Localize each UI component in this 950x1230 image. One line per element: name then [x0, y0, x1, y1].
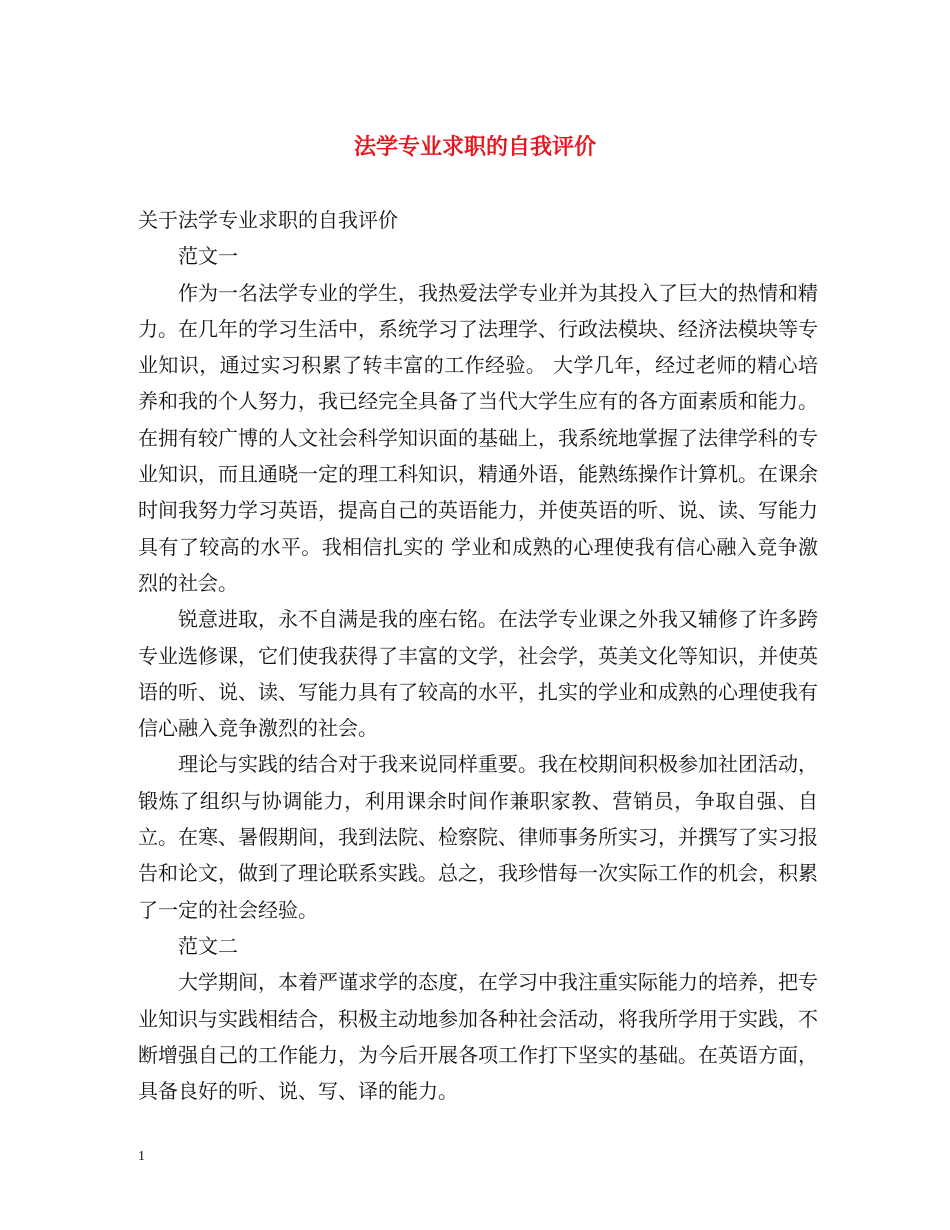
document-body — [138, 202, 818, 1109]
subtitle-paragraph: 关于法学专业求职的自我评价 — [138, 208, 398, 232]
document-title: 法学专业求职的自我评价 — [353, 135, 596, 160]
body-paragraph: 理论与实践的结合对于我来说同样重要。我在校期间积极参加社团活动，锻炼了组织与协调能力，利用课余时间作兼职家教、营销员，争取自强、自立。在寒、暑假期间，我到法院、检察院、律师事务所实习，并撰写了实习报告和论文，做到了理论联系实践。总之，我珍惜每一次实际工作的机会，积累了一定的社会经验。 — [138, 752, 818, 922]
body-paragraph: 大学期间，本着严谨求学的态度，在学习中我注重实际能力的培养，把专业知识与实践相结合，积极主动地参加各种社会活动，将我所学用于实践，不断增强自己的工作能力，为今后开展各项工作打下坚实的基础。在英语方面，具备良好的听、说、写、译的能力。 — [138, 970, 818, 1104]
page-number: 1 — [138, 1149, 145, 1164]
body-paragraph: 作为一名法学专业的学生，我热爱法学专业并为其投入了巨大的热情和精力。在几年的学习生活中，系统学习了法理学、行政法模块、经济法模块等专业知识，通过实习积累了转丰富的工作经验。 大学几年，经过老师的精心培养和我的个人努力，我已经完全具备了当代大学生应有的各方面素质和能力。在拥有较广博的人文社会科学知识面的基础上，我系统地掌握了法律学科的专业知识，而且通晓一定的理工科知识，精通外语，能熟练操作计算机。在课余时间我努力学习英语，提高自己的英语能力，并使英语的听、说、读、写能力具有了较高的水平。我相信扎实的 学业和成熟的心理使我有信心融入竞争激烈的社会。 — [138, 280, 818, 595]
section-heading-sample-two: 范文二 — [178, 933, 238, 958]
body-paragraph: 锐意进取，永不自满是我的座右铭。在法学专业课之外我又辅修了许多跨专业选修课，它们使我获得了丰富的文学，社会学，英美文化等知识，并使英语的听、说、读、写能力具有了较高的水平，扎实的学业和成熟的心理使我有信心融入竞争激烈的社会。 — [138, 607, 818, 741]
section-heading-sample-one: 范文一 — [178, 244, 238, 269]
